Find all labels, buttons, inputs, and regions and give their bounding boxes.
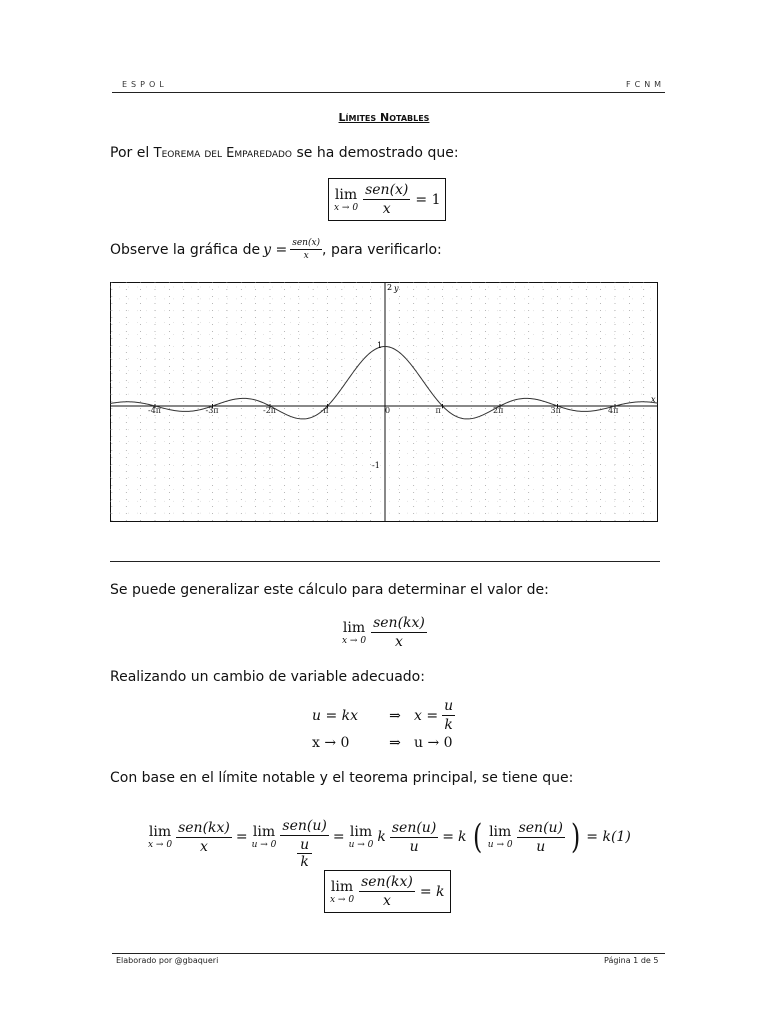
d-eq1: = bbox=[235, 829, 248, 845]
observe-suffix: , para verificarlo: bbox=[322, 241, 442, 258]
d-n3: sen(u) bbox=[391, 819, 437, 836]
observe-prefix: Observe la gráfica de bbox=[110, 241, 261, 258]
x-tick-label: 4π bbox=[608, 406, 619, 415]
x-tick-label: -2π bbox=[263, 406, 277, 415]
subst-num: u bbox=[444, 698, 454, 714]
subst-arrow-2: ⇒ bbox=[389, 735, 401, 751]
left-paren: ( bbox=[472, 817, 482, 857]
header-right: FCNM bbox=[626, 80, 666, 89]
x-tick-label: 3π bbox=[550, 406, 561, 415]
f1-den: x bbox=[382, 201, 391, 217]
d-d2u: u bbox=[297, 837, 312, 854]
d-n2: sen(u) bbox=[282, 818, 327, 834]
header-rule bbox=[112, 92, 665, 93]
section-divider bbox=[110, 561, 660, 562]
y-tick-minus1: -1 bbox=[372, 461, 380, 470]
d-k1: k bbox=[377, 829, 386, 845]
f1-rhs: = 1 bbox=[415, 191, 441, 208]
d-k2: k bbox=[458, 829, 467, 845]
final-lim: lim bbox=[330, 878, 354, 895]
page-title: Límites Notables bbox=[338, 111, 430, 124]
d-lim1: lim bbox=[148, 824, 172, 840]
x-tick-label: -3π bbox=[205, 406, 219, 415]
lim-operator: lim x → 0 bbox=[334, 186, 359, 213]
observe-y: y = bbox=[263, 241, 288, 258]
x-tick-label: -π bbox=[320, 406, 329, 415]
conbase-text: Con base en el límite notable y el teorema principal, se tiene que: bbox=[110, 770, 574, 786]
subst-arrow-1: ⇒ bbox=[389, 707, 401, 724]
observe-den: x bbox=[303, 251, 309, 261]
footer-rule bbox=[112, 953, 665, 954]
f2-num: sen(kx) bbox=[373, 615, 425, 631]
observe-text bbox=[110, 238, 442, 261]
d-end: = k(1) bbox=[586, 829, 631, 845]
final-num: sen(kx) bbox=[361, 874, 413, 890]
y-axis-label: y bbox=[394, 284, 399, 293]
intro-teorema: Teorema del Emparedado bbox=[153, 146, 293, 161]
final-sub: x → 0 bbox=[330, 894, 355, 905]
observe-num: sen(x) bbox=[292, 238, 321, 248]
subst-r1a: u = kx bbox=[312, 707, 359, 724]
formula-limite-notable bbox=[328, 178, 446, 221]
final-den: x bbox=[383, 893, 391, 909]
d-lim4: lim bbox=[489, 824, 512, 840]
derivation-equation bbox=[148, 804, 631, 870]
right-paren: ) bbox=[571, 817, 581, 857]
f1-num: sen(x) bbox=[365, 182, 409, 198]
y-tick-1: 1 bbox=[377, 341, 383, 350]
formula-lim-senkx bbox=[342, 615, 427, 650]
d-lim3: lim bbox=[349, 824, 373, 840]
d-d2k: k bbox=[300, 854, 309, 870]
footer-right: Página 1 de 5 bbox=[604, 956, 659, 965]
d-d3: u bbox=[409, 838, 419, 855]
graph-frame bbox=[111, 283, 658, 522]
header-left: ESPOL bbox=[122, 80, 168, 89]
sinc-graph bbox=[110, 282, 658, 522]
lim2-sub: x → 0 bbox=[342, 635, 367, 646]
d-eq2: = bbox=[332, 829, 345, 845]
footer-left: Elaborado por @gbaqueri bbox=[116, 956, 219, 965]
subst-den: k bbox=[444, 717, 453, 733]
formula-final bbox=[324, 870, 451, 913]
x-tick-label: 2π bbox=[493, 406, 504, 415]
f2-den: x bbox=[395, 634, 403, 650]
x-tick-label: 0 bbox=[385, 406, 391, 415]
x-tick-label: -4π bbox=[148, 406, 162, 415]
x-axis-label: x bbox=[651, 395, 656, 404]
d-sub3: u → 0 bbox=[348, 840, 374, 850]
x-tick-label: π bbox=[435, 406, 441, 415]
d-d4: u bbox=[536, 838, 546, 855]
lim2-label: lim bbox=[342, 619, 366, 636]
cambio-text: Realizando un cambio de variable adecuado: bbox=[110, 669, 425, 685]
final-rhs: = k bbox=[419, 883, 445, 900]
y-tick-2: 2 bbox=[387, 283, 393, 292]
general-text: Se puede generalizar este cálculo para determinar el valor de: bbox=[110, 582, 549, 598]
subst-r2a: x → 0 bbox=[312, 735, 350, 751]
d-lim2: lim bbox=[252, 824, 276, 840]
d-d1: x bbox=[200, 838, 208, 855]
d-n1: sen(kx) bbox=[178, 819, 230, 836]
d-eq3: = bbox=[442, 829, 455, 845]
subst-r1b: x = bbox=[414, 707, 439, 724]
substitution-block bbox=[312, 698, 472, 751]
subst-r2b: u → 0 bbox=[414, 735, 453, 751]
intro-suffix: se ha demostrado que: bbox=[292, 145, 459, 161]
intro-prefix: Por el bbox=[110, 145, 154, 161]
d-sub2: u → 0 bbox=[251, 840, 277, 850]
d-sub1: x → 0 bbox=[148, 840, 173, 850]
d-n4: sen(u) bbox=[518, 819, 564, 836]
intro-text bbox=[110, 145, 459, 161]
d-sub4: u → 0 bbox=[487, 840, 513, 850]
